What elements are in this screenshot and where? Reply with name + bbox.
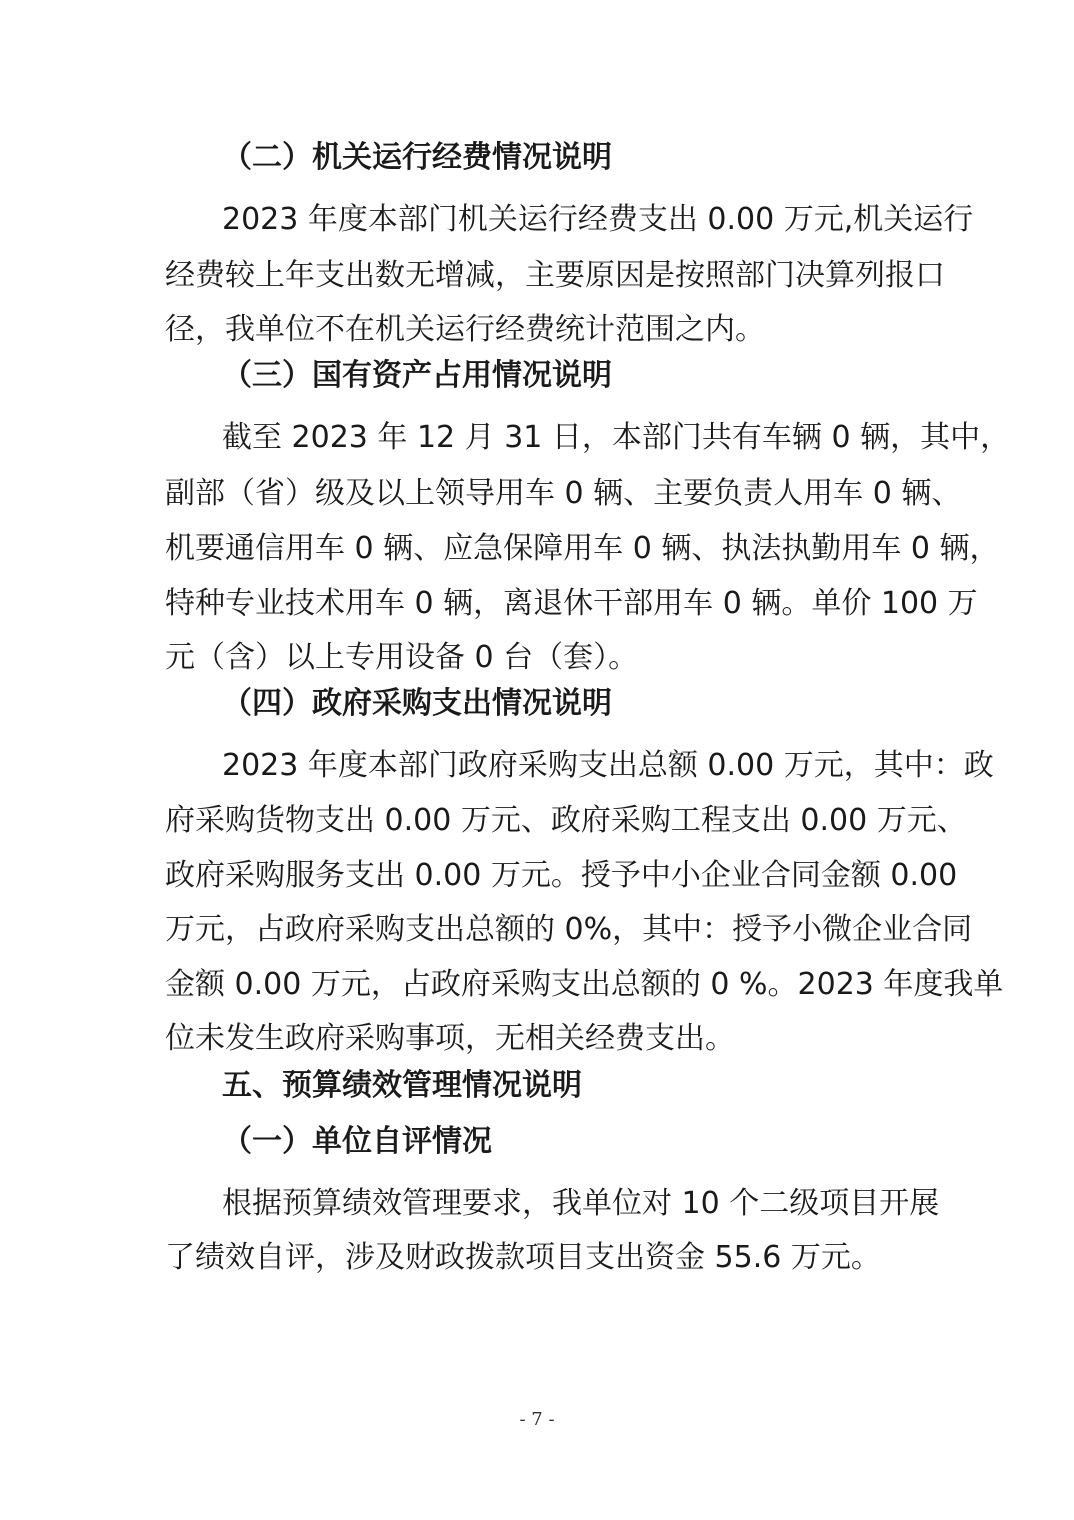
paragraph-line: 特种专业技术用车 0 辆，离退休干部用车 0 辆。单价 100 万 [165, 586, 978, 621]
section-heading-procurement: （四）政府采购支出情况说明 [222, 686, 612, 721]
subsection-heading-self-evaluation: （一）单位自评情况 [222, 1124, 492, 1159]
paragraph-line: 2023 年度本部门机关运行经费支出 0.00 万元,机关运行 [222, 202, 974, 237]
paragraph-line: 根据预算绩效管理要求，我单位对 10 个二级项目开展 [222, 1186, 940, 1221]
paragraph-line: 元（含）以上专用设备 0 台（套）。 [165, 640, 639, 675]
paragraph-line: 截至 2023 年 12 月 31 日，本部门共有车辆 0 辆，其中， [222, 420, 1011, 455]
paragraph-line: 万元，占政府采购支出总额的 0%，其中：授予小微企业合同 [165, 912, 973, 947]
paragraph-line: 副部（省）级及以上领导用车 0 辆、主要负责人用车 0 辆、 [165, 476, 962, 511]
paragraph-line: 径，我单位不在机关运行经费统计范围之内。 [165, 312, 765, 347]
paragraph-line: 政府采购服务支出 0.00 万元。授予中小企业合同金额 0.00 [165, 858, 958, 893]
paragraph-line: 经费较上年支出数无增减，主要原因是按照部门决算列报口 [165, 258, 945, 293]
section-heading-performance: 五、预算绩效管理情况说明 [222, 1068, 582, 1103]
page-number: - 7 - [519, 1409, 555, 1430]
paragraph-line: 金额 0.00 万元，占政府采购支出总额的 0 %。2023 年度我单 [165, 967, 1004, 1002]
section-heading-state-assets: （三）国有资产占用情况说明 [222, 358, 612, 393]
paragraph-line: 2023 年度本部门政府采购支出总额 0.00 万元，其中：政 [222, 748, 994, 783]
paragraph-line: 机要通信用车 0 辆、应急保障用车 0 辆、执法执勤用车 0 辆， [165, 531, 1000, 566]
paragraph-line: 了绩效自评，涉及财政拨款项目支出资金 55.6 万元。 [165, 1240, 881, 1275]
paragraph-line: 府采购货物支出 0.00 万元、政府采购工程支出 0.00 万元、 [165, 803, 967, 838]
section-heading-office-funds: （二）机关运行经费情况说明 [222, 140, 612, 175]
paragraph-line: 位未发生政府采购事项，无相关经费支出。 [165, 1021, 735, 1056]
